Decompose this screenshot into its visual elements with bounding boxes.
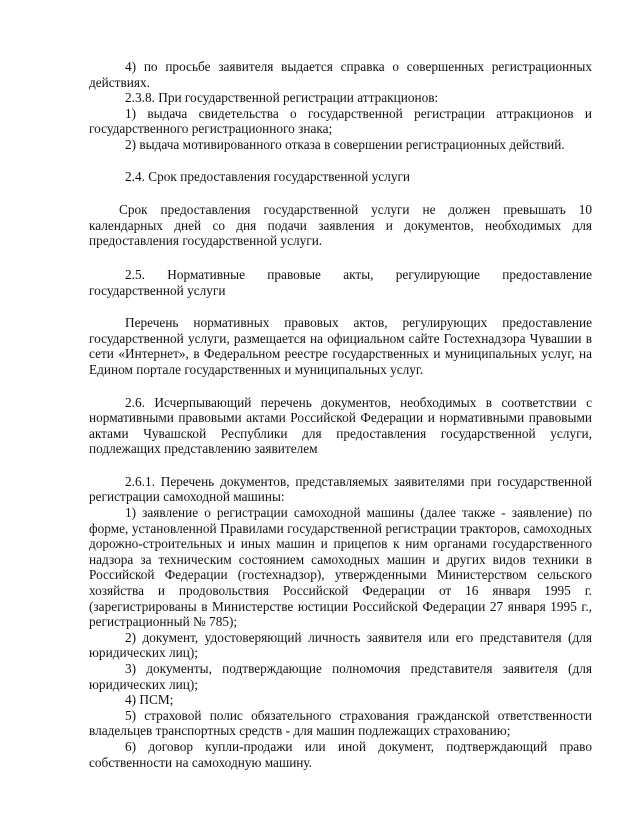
paragraph-2-3-8: 2.3.8. При государственной регистрации аттракционов: — [125, 90, 439, 106]
list-item-psm: 4) ПСМ; — [125, 692, 174, 708]
spacer — [89, 457, 592, 474]
list-item-application: 1) заявление о регистрации самоходной машины (далее также - заявление) по форме, установленной Правилами государственной регистрации тракторов, самоходных дорожно-строительных и иных машин и прицепов к ним органами государственного надзора за техническим состоянием самоходных машин и других видов техники в Российской Федерации (гостехнадзор), утвержденными Министерством сельского хозяйства и продовольствия Российской Федерации от 16 января 1995 г. (зарегистрированы в Министерстве юстиции Российской Федерации 27 января 1995 г., регистрационный № 785); — [89, 505, 592, 630]
spacer — [89, 378, 592, 395]
section-heading-2-4: 2.4. Срок предоставления государственной услуги — [125, 168, 411, 184]
list-item-identity-document: 2) документ, удостоверяющий личность заявителя или его представителя (для юридических лиц); — [89, 629, 592, 661]
spacer — [89, 153, 592, 169]
paragraph-service-term: Срок предоставления государственной услуги не должен превышать 10 календарных дней со дня подачи заявления и документов, необходимых для предоставления государственной услуги. — [89, 202, 592, 249]
section-heading-2-5: 2.5. Нормативные правовые акты, регулирующие предоставление государственной услуги — [89, 266, 592, 298]
section-heading-2-6: 2.6. Исчерпывающий перечень документов, необходимых в соответствии с нормативными правовыми актами Российской Федерации и нормативными правовыми актами Чувашской Республики для предоставления государственной услуги, подлежащих представлению заявителем — [89, 394, 592, 457]
paragraph-item-4-certificate: 4) по просьбе заявителя выдается справка о совершенных регистрационных действиях. — [89, 59, 592, 90]
list-item-ownership-contract: 6) договор купли-продажи или иной документ, подтверждающий право собственности на самоходную машину. — [89, 738, 592, 770]
paragraph-item-2-refusal: 2) выдача мотивированного отказа в совершении регистрационных действий. — [125, 136, 565, 152]
spacer — [89, 298, 592, 315]
spacer — [89, 184, 592, 202]
paragraph-item-1-attraction-certificate: 1) выдача свидетельства о государственной регистрации аттракционов и государственного регистрационного знака; — [89, 105, 592, 137]
paragraph-regulations-list: Перечень нормативных правовых актов, регулирующих предоставление государственной услуги, размещается на официальном сайте Гостехнадзора Чувашии в сети «Интернет», в Федеральном реестре государственных и муниципальных услуг, на Едином портале государственных и муниципальных услуг. — [89, 315, 592, 377]
list-item-insurance-policy: 5) страховой полис обязательного страхования гражданской ответственности владельцев транспортных средств - для машин подлежащих страхованию; — [89, 707, 592, 739]
list-item-authority-documents: 3) документы, подтверждающие полномочия представителя заявителя (для юридических лиц); — [89, 661, 592, 692]
spacer — [89, 249, 592, 267]
paragraph-2-6-1: 2.6.1. Перечень документов, представляемых заявителями при государственной регистрации самоходной машины: — [89, 473, 592, 505]
